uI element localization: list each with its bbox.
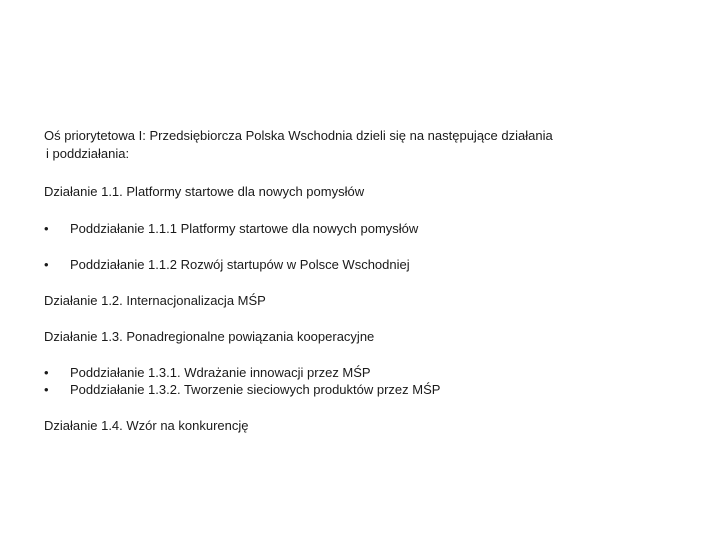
list-item-label: Poddziałanie 1.3.1. Wdrażanie innowacji przez MŚP	[70, 365, 371, 380]
bullet-icon: •	[44, 257, 49, 272]
list-item-label: Poddziałanie 1.3.2. Tworzenie sieciowych produktów przez MŚP	[70, 382, 441, 397]
list-item	[44, 364, 371, 382]
section-heading-1-4: Działanie 1.4. Wzór na konkurencję	[44, 418, 249, 433]
intro-line-1: Oś priorytetowa I: Przedsiębiorcza Polska Wschodnia dzieli się na następujące działania	[44, 128, 553, 143]
list-item	[44, 381, 440, 399]
bullet-icon: •	[44, 221, 49, 236]
list-item	[44, 220, 418, 238]
intro-line-2: i poddziałania:	[46, 146, 130, 161]
bullet-icon: •	[44, 365, 49, 380]
section-heading-1-2: Działanie 1.2. Internacjonalizacja MŚP	[44, 293, 266, 308]
list-item-label: Poddziałanie 1.1.2 Rozwój startupów w Polsce Wschodniej	[70, 257, 410, 272]
bullet-icon: •	[44, 382, 49, 397]
list-item	[44, 256, 410, 274]
list-item-label: Poddziałanie 1.1.1 Platformy startowe dla nowych pomysłów	[70, 221, 419, 236]
section-heading-1-3: Działanie 1.3. Ponadregionalne powiązania kooperacyjne	[44, 329, 375, 344]
intro-text	[44, 127, 684, 163]
section-heading-1-1: Działanie 1.1. Platformy startowe dla nowych pomysłów	[44, 184, 365, 199]
